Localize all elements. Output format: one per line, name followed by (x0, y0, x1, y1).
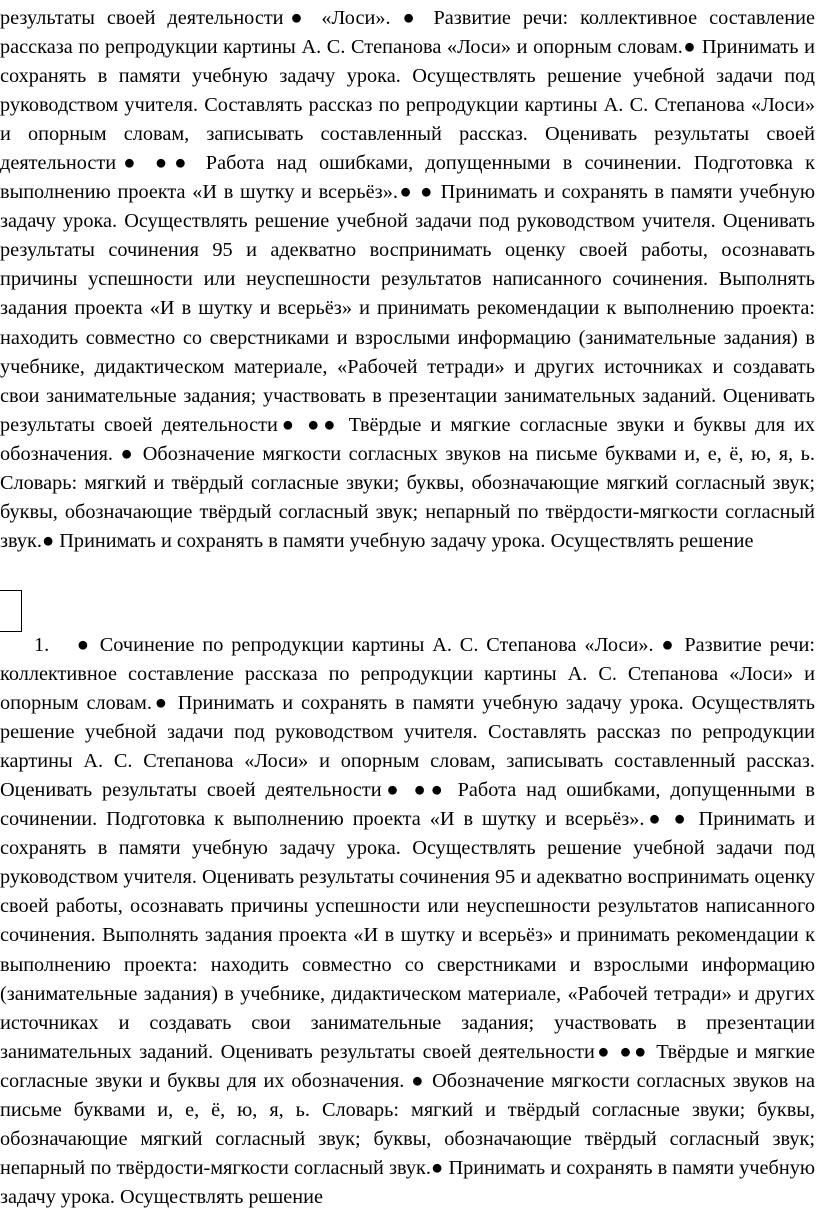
list-number: 1. (34, 634, 50, 656)
paragraph-body-text: ● Развитие речи: коллективное составление рассказа по репродукции картины А. С. Степанова «Лоси» и опорным словам.● Принимать и сохранять в памяти учебную задачу урока. Осуществлять решение учебной задачи под руководством учителя. Составлять рассказ по репродукции картины А. С. Степанова «Лоси» и опорным словам, записывать составленный рассказ. Оценивать результаты своей деятельности● ●● Работа над ошибками, допущенными в сочинении. Подготовка к выполнению проекта «И в шутку и всерьёз».● ● Принимать и сохранять в памяти учебную задачу урока. Осуществлять решение учебной задачи под руководством учителя. Оценивать результаты сочинения 95 и адекватно воспринимать оценку своей работы, осознавать причины успешности или неуспешности результатов написанного сочинения. Выполнять задания проекта «И в шутку и всерьёз» и принимать рекомендации к выполнению проекта: находить совместно со сверстниками и взрослыми информацию (занимательные задания) в учебнике, дидактическом материале, «Рабочей тетради» и других источниках и создавать свои занимательные задания; участвовать в презентации занимательных заданий. Оценивать результаты своей деятельности● ●● Твёрдые и мягкие согласные звуки и буквы для их обозначения. ● Обозначение мягкости согласных звуков на письме буквами и, е, ё, ю, я, ь. Словарь: мягкий и твёрдый согласные звуки; буквы, обозначающие мягкий согласный звук; буквы, обозначающие твёрдый согласный звук; непарный по твёрдости-мягкости согласный звук.● Принимать и сохранять в памяти учебную задачу урока. Осуществлять решение (0, 7, 815, 552)
paragraph-continuation (0, 4, 815, 556)
numbered-paragraph (0, 631, 815, 1212)
empty-table-cell (0, 590, 22, 632)
paragraph-lead-text: результаты своей деятельности● «Лоси». (0, 7, 391, 29)
numbered-paragraph-text: ● Сочинение по репродукции картины А. С. Степанова «Лоси». ● Развитие речи: коллективное составление рассказа по репродукции картины А. С. Степанова «Лоси» и опорным словам.● Принимать и сохранять в памяти учебную задачу урока. Осуществлять решение учебной задачи под руководством учителя. Составлять рассказ по репродукции картины А. С. Степанова «Лоси» и опорным словам, записывать составленный рассказ. Оценивать результаты своей деятельности● ●● Работа над ошибками, допущенными в сочинении. Подготовка к выполнению проекта «И в шутку и всерьёз».● ● Принимать и сохранять в памяти учебную задачу урока. Осуществлять решение учебной задачи под руководством учителя. Оценивать результаты сочинения 95 и адекватно воспринимать оценку своей работы, осознавать причины успешности или неуспешности результатов написанного сочинения. Выполнять задания проекта «И в шутку и всерьёз» и принимать рекомендации к выполнению проекта: находить совместно со сверстниками и взрослыми информацию (занимательные задания) в учебнике, дидактическом материале, «Рабочей тетради» и других источниках и создавать свои занимательные задания; участвовать в презентации занимательных заданий. Оценивать результаты своей деятельности● ●● Твёрдые и мягкие согласные звуки и буквы для их обозначения. ● Обозначение мягкости согласных звуков на письме буквами и, е, ё, ю, я, ь. Словарь: мягкий и твёрдый согласные звуки; буквы, обозначающие мягкий согласный звук; буквы, обозначающие твёрдый согласный звук; непарный по твёрдости-мягкости согласный звук.● Принимать и сохранять в памяти учебную задачу урока. Осуществлять решение (0, 634, 815, 1208)
